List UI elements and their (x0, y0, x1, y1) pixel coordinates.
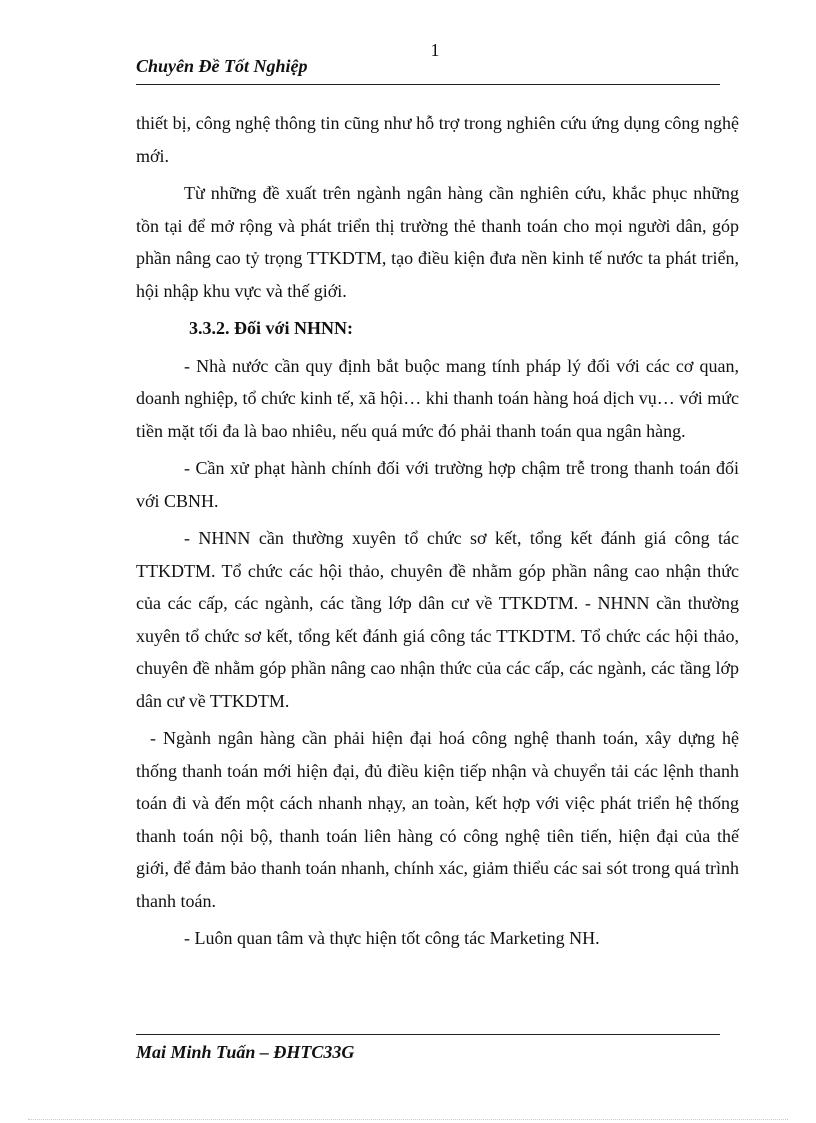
header-divider (136, 84, 720, 85)
document-header-title: Chuyên Đề Tốt Nghiệp (136, 56, 308, 76)
list-item-marketing: - Luôn quan tâm và thực hiện tốt công tác Marketing NH. (184, 928, 600, 948)
list-item-penalty: - Cần xử phạt hành chính đối với trường hợp chậm trễ trong thanh toán đối với CBNH. (136, 458, 739, 511)
list-item-modernization: - Ngành ngân hàng cần phải hiện đại hoá công nghệ thanh toán, xây dựng hệ thống thanh toán mới hiện đại, đủ điều kiện tiếp nhận và chuyển tải các lệnh thanh toán đi và đến một cách nhanh nhạy, an toàn, kết hợp với việc phát triển hệ thống thanh toán nội bộ, thanh toán liên hàng có công nghệ tiên tiến, hiện đại của thế giới, để đảm bảo thanh toán nhanh, chính xác, giảm thiểu các sai sót trong quá trình thanh toán. (136, 728, 739, 911)
footer-author: Mai Minh Tuấn – ĐHTC33G (136, 1042, 355, 1062)
page-number: 1 (430, 40, 440, 60)
paragraph-proposals: Từ những đề xuất trên ngành ngân hàng cần nghiên cứu, khắc phục những tồn tại để mở rộng và phát triển thị trường thẻ thanh toán cho mọi người dân, góp phần nâng cao tỷ trọng TTKDTM, tạo điều kiện đưa nền kinh tế nước ta phát triển, hội nhập khu vực và thế giới. (136, 183, 739, 301)
document-body (136, 107, 739, 960)
page-bottom-edge (28, 1119, 788, 1120)
list-item-review: - NHNN cần thường xuyên tổ chức sơ kết, tổng kết đánh giá công tác TTKDTM. Tổ chức các hội thảo, chuyên đề nhằm góp phần nâng cao nhận thức của các cấp, các ngành, các tầng lớp dân cư về TTKDTM. - NHNN cần thường xuyên tổ chức sơ kết, tổng kết đánh giá công tác TTKDTM. Tổ chức các hội thảo, chuyên đề nhằm góp phần nâng cao nhận thức của các cấp, các ngành, các tầng lớp dân cư về TTKDTM. (136, 528, 739, 711)
footer-divider (136, 1034, 720, 1035)
paragraph-continuation: thiết bị, công nghệ thông tin cũng như hỗ trợ trong nghiên cứu ứng dụng công nghệ mới. (136, 113, 739, 166)
section-heading: 3.3.2. Đối với NHNN: (189, 318, 353, 338)
list-item-legal-requirement: - Nhà nước cần quy định bắt buộc mang tính pháp lý đối với các cơ quan, doanh nghiệp, tổ chức kinh tế, xã hội… khi thanh toán hàng hoá dịch vụ… với mức tiền mặt tối đa là bao nhiêu, nếu quá mức đó phải thanh toán qua ngân hàng. (136, 355, 739, 441)
